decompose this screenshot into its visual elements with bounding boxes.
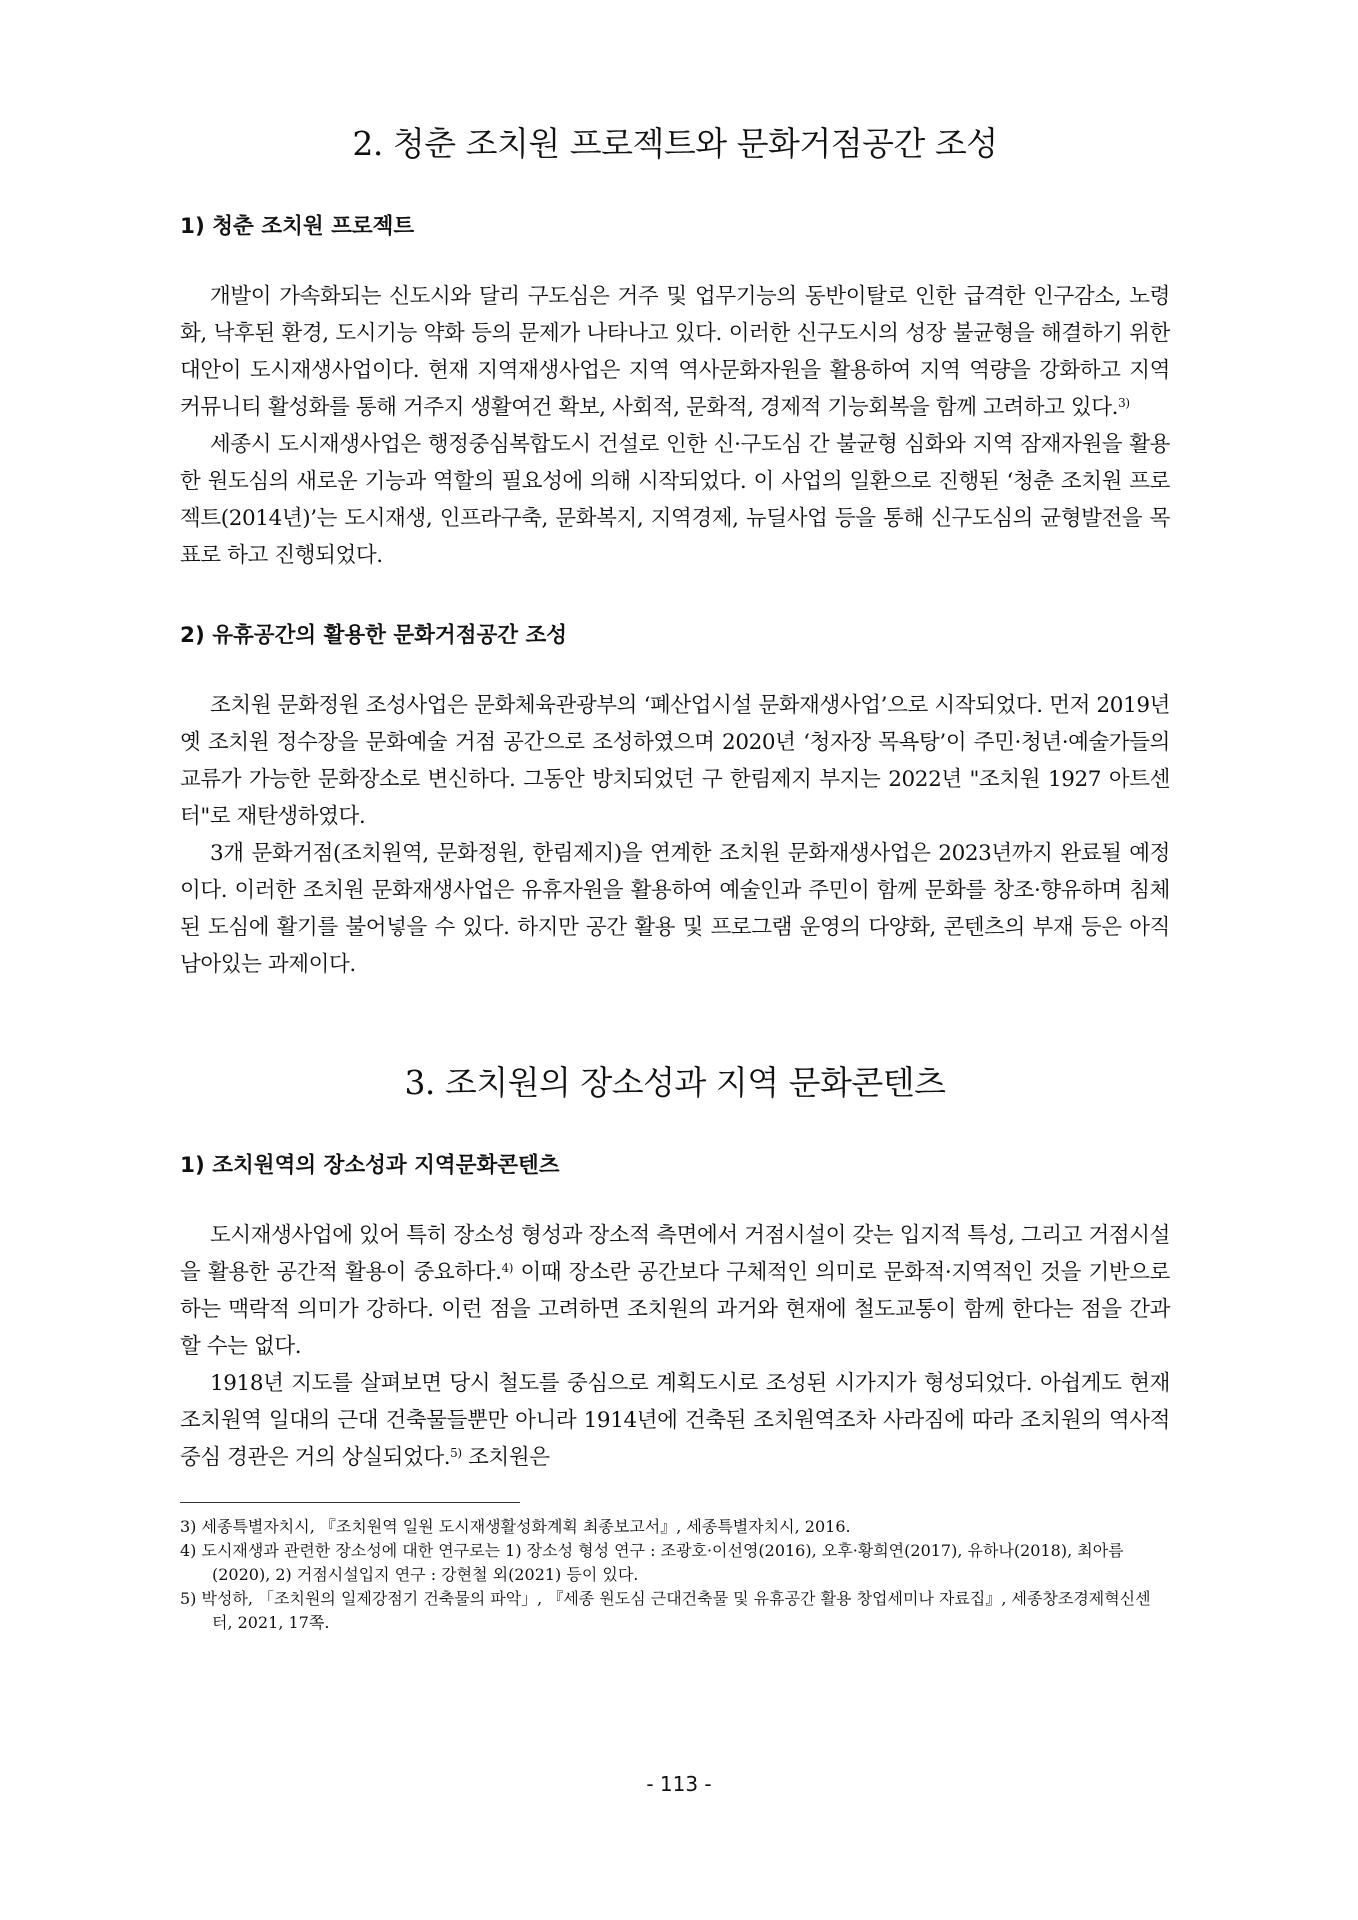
section-3-title: 3. 조치원의 장소성과 지역 문화콘텐츠 <box>404 1063 946 1102</box>
footnote-4: 4) 도시재생과 관련한 장소성에 대한 연구로는 1) 장소성 형성 연구 : 조광호·이선영(2016), 오후·황희연(2017), 유하나(2018), 최아름(2020), 2) 거점시설입지 연구 : 강현철 외(2021) 등이 있다. <box>180 1541 1124 1584</box>
footnote-5: 5) 박성하, 「조치원의 일제강점기 건축물의 파악」, 『세종 원도심 근대건축물 및 유휴공간 활용 창업세미나 자료집』, 세종창조경제혁신센터, 2021, 17쪽. <box>180 1589 1151 1632</box>
footnote-ref-5: 5) <box>450 1446 462 1460</box>
section-3-1-heading: 1) 조치원역의 장소성과 지역문화콘텐츠 <box>180 1153 560 1178</box>
paragraph-text-a: 1918년 지도를 살펴보면 당시 철도를 중심으로 계획도시로 조성된 시가지가 형성되었다. 아쉽게도 현재 조치원역 일대의 근대 건축물들뿐만 아니라 1914년에 건축된 조치원역조차 사라짐에 따라 조치원의 역사적 중심 경관은 거의 상실되었다. <box>180 1371 1170 1470</box>
footnote-3: 3) 세종특별자치시, 『조치원역 일원 도시재생활성화계획 최종보고서』, 세종특별자치시, 2016. <box>180 1517 851 1536</box>
section-2-1-paragraph-2: 세종시 도시재생사업은 행정중심복합도시 건설로 인한 신·구도심 간 불균형 심화와 지역 잠재자원을 활용한 원도심의 새로운 기능과 역할의 필요성에 의해 시작되었다. 이 사업의 일환으로 진행된 ‘청춘 조치원 프로젝트(2014년)’는 도시재생, 인프라구축, 문화복지, 지역경제, 뉴딜사업 등을 통해 신구도심의 균형발전을 목표로 하고 진행되었다. <box>180 432 1170 568</box>
page-content <box>180 118 1170 1635</box>
section-3-1-paragraph-1 <box>180 1217 1170 1365</box>
section-2-1-heading: 1) 청춘 조치원 프로젝트 <box>180 214 415 239</box>
footnotes <box>180 1515 1170 1635</box>
paragraph-text-a: 도시재생사업에 있어 특히 장소성 형성과 장소적 측면에서 거점시설이 갖는 입지적 특성, 그리고 거점시설을 활용한 공간적 활용이 중요하다. <box>180 1223 1170 1285</box>
footnote-ref-3: 3) <box>1118 396 1130 410</box>
section-2-title: 2. 청춘 조치원 프로젝트와 문화거점공간 조성 <box>352 124 998 163</box>
section-3-1-paragraph-2 <box>180 1365 1170 1476</box>
paragraph-text-b: 이때 장소란 공간보다 구체적인 의미로 문화적·지역적인 것을 기반으로 하는 맥락적 의미가 강하다. 이런 점을 고려하면 조치원의 과거와 현재에 철도교통이 함께 한다는 점을 간과할 수는 없다. <box>180 1260 1170 1359</box>
paragraph-text: 개발이 가속화되는 신도시와 달리 구도심은 거주 및 업무기능의 동반이탈로 인한 급격한 인구감소, 노령화, 낙후된 환경, 도시기능 약화 등의 문제가 나타나고 있다. 이러한 신구도시의 성장 불균형을 해결하기 위한 대안이 도시재생사업이다. 현재 지역재생사업은 지역 역사문화자원을 활용하여 지역 역량을 강화하고 지역 커뮤니티 활성화를 통해 거주지 생활여건 확보, 사회적, 문화적, 경제적 기능회복을 함께 고려하고 있다. <box>180 284 1170 420</box>
section-2-1-paragraph-1 <box>180 278 1170 426</box>
paragraph-text-b: 조치원은 <box>461 1445 550 1470</box>
section-2-2-heading: 2) 유휴공간의 활용한 문화거점공간 조성 <box>180 623 568 648</box>
page-number: - 113 - <box>646 1772 712 1796</box>
section-2-2-paragraph-2: 3개 문화거점(조치원역, 문화정원, 한림제지)을 연계한 조치원 문화재생사업은 2023년까지 완료될 예정이다. 이러한 조치원 문화재생사업은 유휴자원을 활용하여 예술인과 주민이 함께 문화를 창조·향유하며 침체된 도심에 활기를 불어넣을 수 있다. 하지만 공간 활용 및 프로그램 운영의 다양화, 콘텐츠의 부재 등은 아직 남아있는 과제이다. <box>180 841 1170 977</box>
footnote-ref-4: 4) <box>501 1261 514 1275</box>
section-2-2-paragraph-1: 조치원 문화정원 조성사업은 문화체육관광부의 ‘폐산업시설 문화재생사업’으로 시작되었다. 먼저 2019년 옛 조치원 정수장을 문화예술 거점 공간으로 조성하였으며 2020년 ‘청자장 목욕탕’이 주민·청년·예술가들의 교류가 가능한 문화장소로 변신하다. 그동안 방치되었던 구 한림제지 부지는 2022년 "조치원 1927 아트센터"로 재탄생하였다. <box>180 693 1170 829</box>
